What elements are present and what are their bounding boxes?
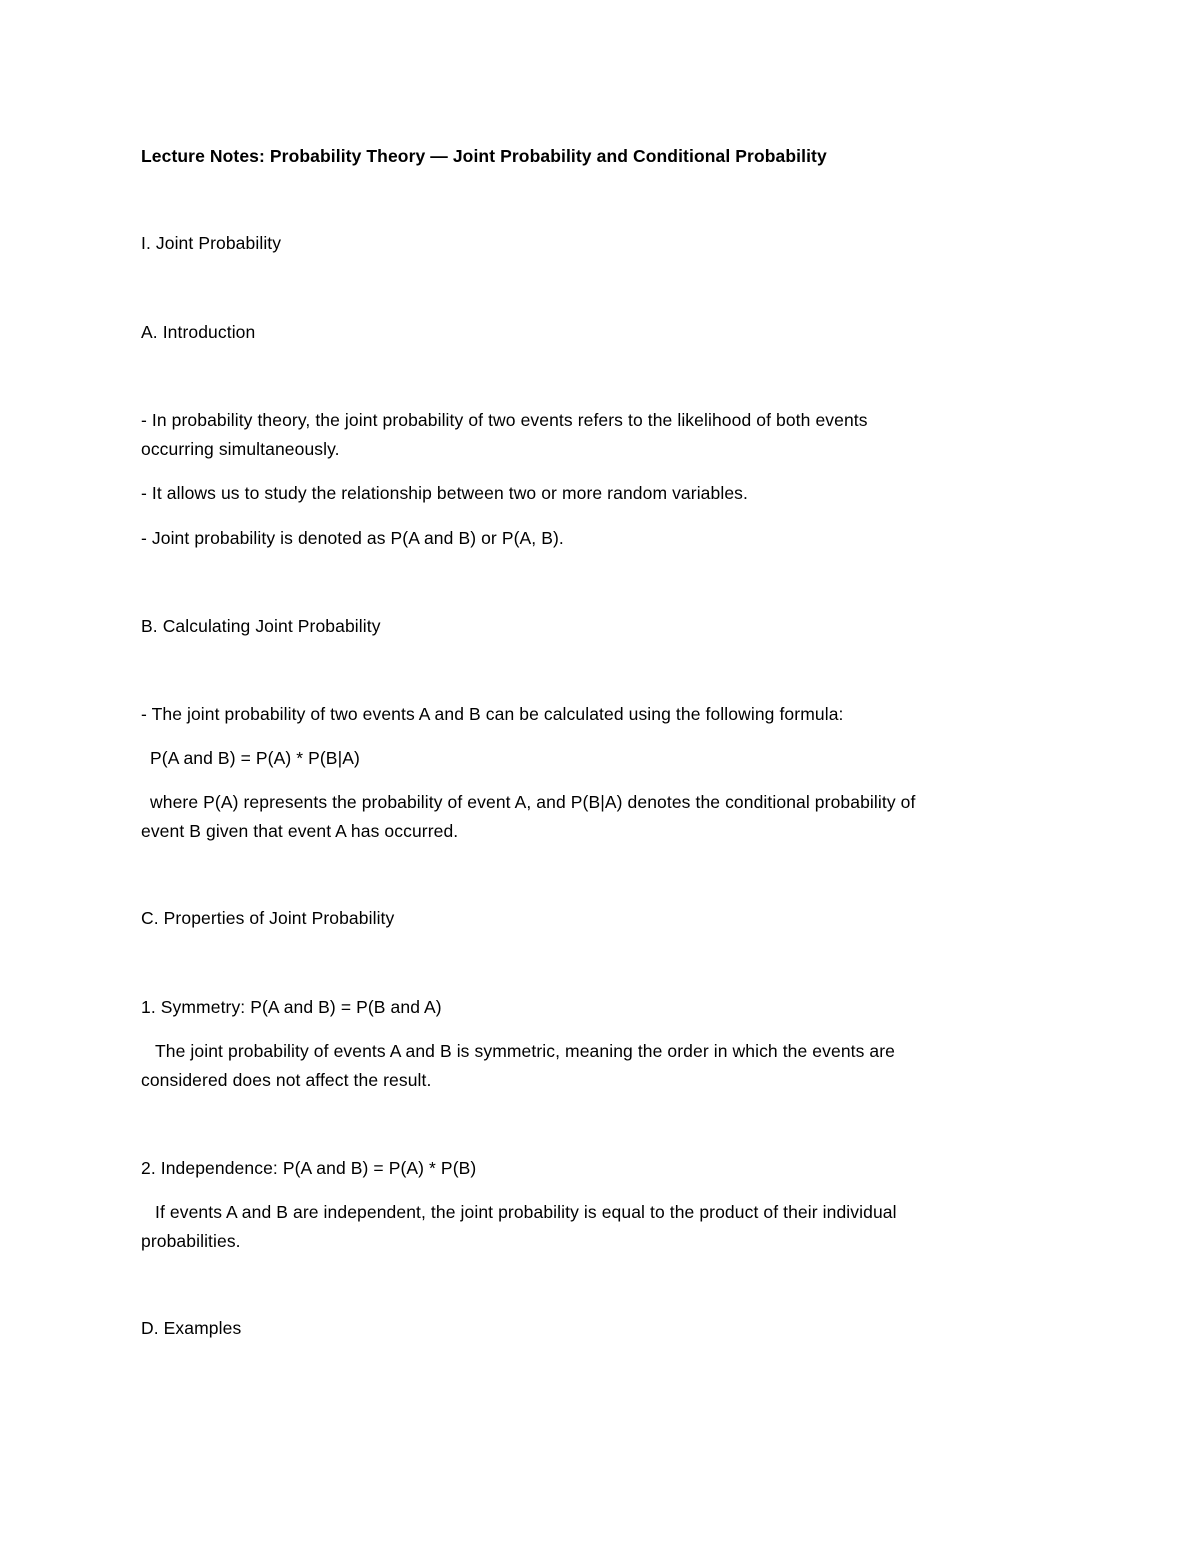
- subsection-heading-introduction: A. Introduction: [141, 322, 256, 342]
- property-symmetry-desc-line-2: considered does not affect the result.: [141, 1070, 432, 1090]
- formula-explanation-line-1: where P(A) represents the probability of event A, and P(B|A) denotes the conditional probability of: [150, 792, 916, 812]
- property-independence-desc-line-2: probabilities.: [141, 1231, 241, 1251]
- property-independence-desc-line-1: If events A and B are independent, the joint probability is equal to the product of their individual: [155, 1202, 897, 1222]
- subsection-heading-properties: C. Properties of Joint Probability: [141, 908, 395, 928]
- intro-bullet-2: - It allows us to study the relationship between two or more random variables.: [141, 483, 748, 503]
- section-heading-joint-probability: I. Joint Probability: [141, 233, 282, 253]
- formula-explanation-line-2: event B given that event A has occurred.: [141, 821, 459, 841]
- property-symmetry-title: 1. Symmetry: P(A and B) = P(B and A): [141, 997, 442, 1017]
- property-independence-title: 2. Independence: P(A and B) = P(A) * P(B): [141, 1158, 477, 1178]
- property-symmetry-desc-line-1: The joint probability of events A and B is symmetric, meaning the order in which the events are: [155, 1041, 896, 1061]
- joint-probability-formula: P(A and B) = P(A) * P(B|A): [150, 748, 360, 768]
- intro-bullet-3: - Joint probability is denoted as P(A and B) or P(A, B).: [141, 528, 564, 548]
- calculating-bullet-1: - The joint probability of two events A and B can be calculated using the following formula:: [141, 704, 844, 724]
- subsection-heading-calculating: B. Calculating Joint Probability: [141, 616, 381, 636]
- subsection-heading-examples: D. Examples: [141, 1318, 242, 1338]
- intro-bullet-1-line-1: - In probability theory, the joint probability of two events refers to the likelihood of both events: [141, 410, 868, 430]
- page-title: Lecture Notes: Probability Theory — Joint Probability and Conditional Probability: [141, 146, 827, 166]
- intro-bullet-1-line-2: occurring simultaneously.: [141, 439, 340, 459]
